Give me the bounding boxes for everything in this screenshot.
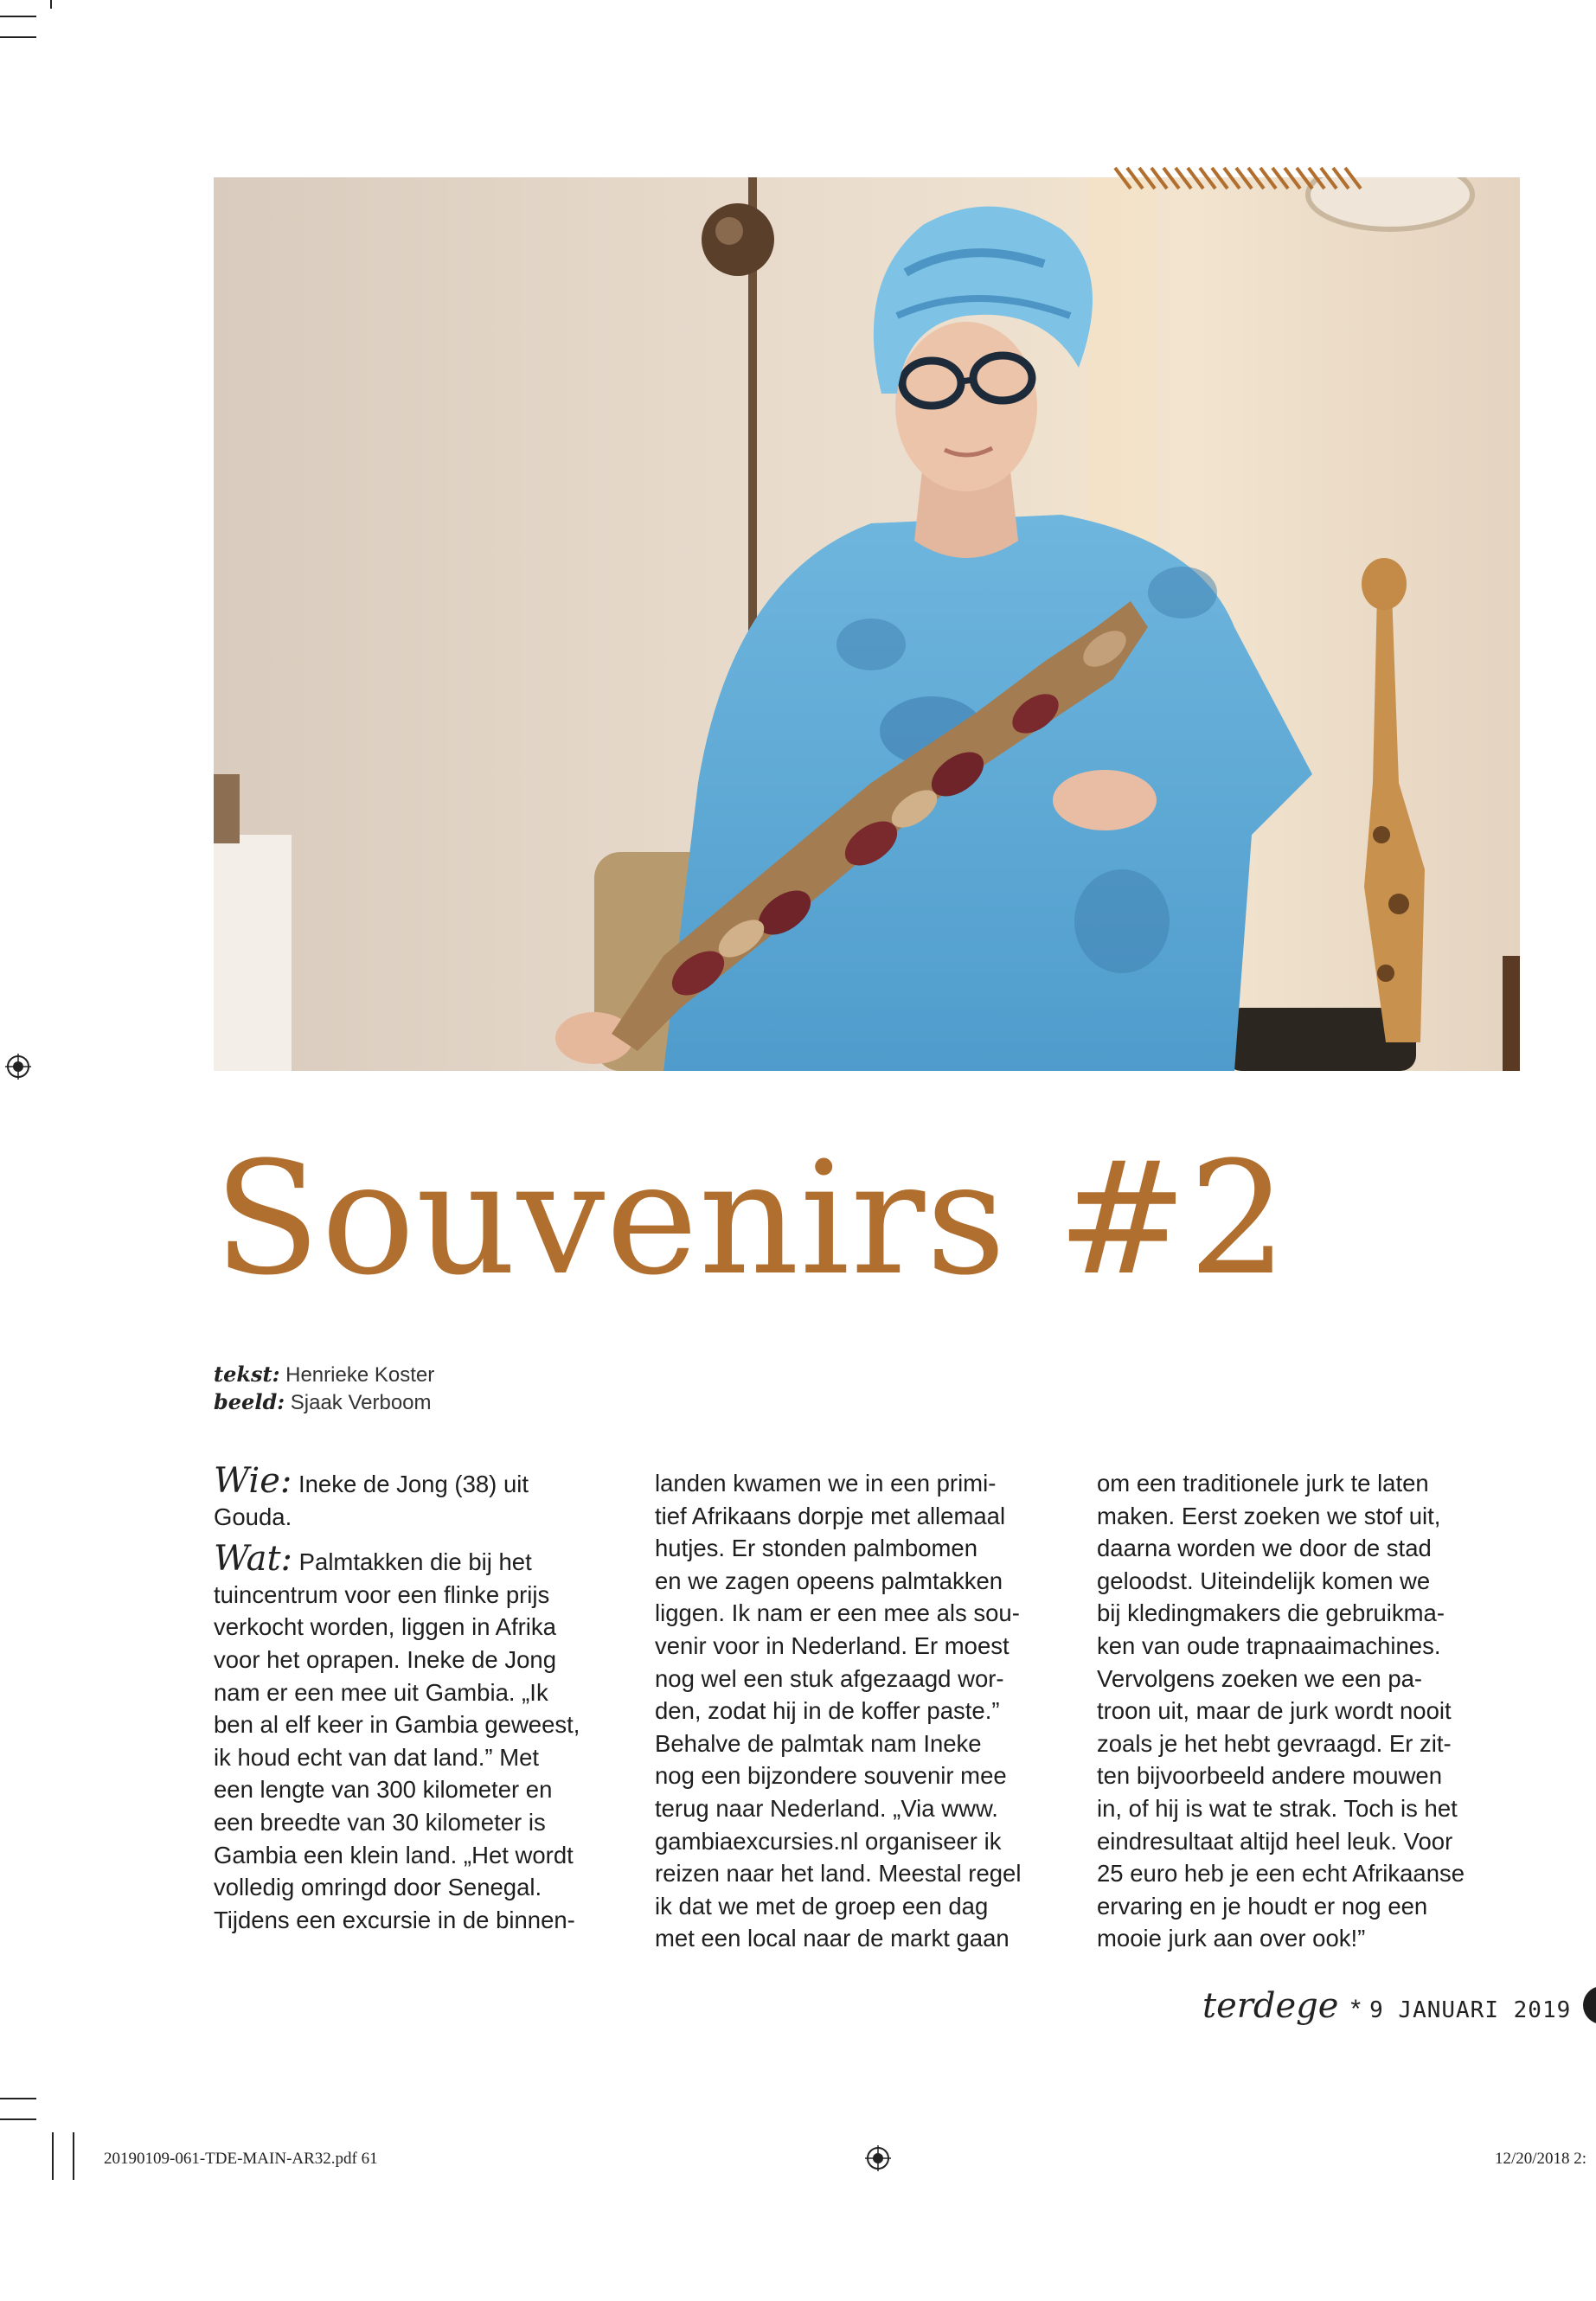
text-line: en we zagen opeens palmtakken: [655, 1567, 1003, 1594]
text-line: ervaring en je houdt er nog een: [1097, 1892, 1428, 1920]
text-line: gambiaexcursies.nl organiseer ik: [655, 1827, 1002, 1855]
text-line: eindresultaat altijd heel leuk. Voor: [1097, 1827, 1453, 1855]
text-line: tuincentrum voor een flinke prijs: [214, 1580, 550, 1608]
decorative-hatch-icon: [1112, 164, 1373, 192]
text-line: Gambia een klein land. „Het wordt: [214, 1841, 574, 1868]
page-number-tab: [1583, 1986, 1596, 2024]
paragraph-wat: [214, 1539, 619, 1580]
text-line: Vervolgens zoeken we een pa-: [1097, 1664, 1423, 1692]
text-line: voor het oprapen. Ineke de Jong: [214, 1645, 556, 1673]
text-line: Tijdens een excursie in de binnen-: [214, 1906, 575, 1933]
text-line: maken. Eerst zoeken we stof uit,: [1097, 1502, 1441, 1529]
text-line: geloodst. Uiteindelijk komen we: [1097, 1567, 1431, 1594]
crop-mark: [0, 2118, 36, 2120]
crop-mark: [0, 2098, 36, 2099]
credit-image-name: Sjaak Verboom: [290, 1391, 432, 1414]
crop-mark: [50, 0, 52, 9]
magazine-brand: terdege: [1202, 1986, 1339, 2026]
text-line: ten bijvoorbeeld andere mouwen: [1097, 1762, 1443, 1790]
text-line: ik houd echt van dat land.” Met: [214, 1743, 540, 1771]
text-line: landen kwamen we in een primi-: [655, 1470, 997, 1497]
portrait-photo: [214, 177, 1520, 1071]
crop-mark: [0, 36, 36, 38]
crop-mark: [73, 2132, 74, 2180]
text-line: daarna worden we door de stad: [1097, 1535, 1432, 1562]
text-line: zoals je het hebt gevraagd. Er zit-: [1097, 1729, 1452, 1757]
crop-mark: [0, 16, 36, 17]
credit-image-line: [214, 1388, 434, 1416]
credit-text-line: [214, 1361, 434, 1388]
text-line: liggen. Ik nam er een mee als sou-: [655, 1599, 1020, 1627]
body-column-3: [1097, 1467, 1502, 1955]
text-line: Ineke de Jong (38) uit: [292, 1471, 529, 1497]
text-line: bij kledingmakers die gebruikma-: [1097, 1599, 1445, 1627]
separator-star-icon: *: [1350, 1995, 1362, 2023]
registration-mark-icon: [5, 1054, 31, 1080]
body-column-1: [214, 1461, 619, 1936]
text-line: reizen naar het land. Meestal regel: [655, 1860, 1022, 1888]
text-line: den, zodat hij in de koffer paste.”: [655, 1697, 1000, 1725]
page-footer: [1202, 1986, 1571, 2029]
print-slug-file: 20190109-061-TDE-MAIN-AR32.pdf 61: [104, 2150, 378, 2168]
text-line: in, of hij is wat te strak. Toch is het: [1097, 1794, 1458, 1822]
text-line: nog een bijzondere souvenir mee: [655, 1762, 1007, 1790]
text-line: mooie jurk aan over ook!”: [1097, 1925, 1366, 1952]
text-line: verkocht worden, liggen in Afrika: [214, 1613, 556, 1641]
text-line: troon uit, maar de jurk wordt nooit: [1097, 1697, 1452, 1725]
body-column-2: [655, 1467, 1060, 1955]
credit-text-name: Henrieke Koster: [285, 1363, 435, 1387]
text-line: ben al elf keer in Gambia geweest,: [214, 1711, 580, 1739]
text-line: met een local naar de markt gaan: [655, 1925, 1010, 1952]
paragraph-wie: [214, 1461, 619, 1501]
text-line: Gouda.: [214, 1503, 292, 1530]
text-line: Behalve de palmtak nam Ineke: [655, 1729, 982, 1757]
article-title: Souvenirs #2: [214, 1129, 1289, 1310]
text-line: 25 euro heb je een echt Afrikaanse: [1097, 1860, 1465, 1888]
text-line: een lengte van 300 kilometer en: [214, 1776, 553, 1804]
lead-label-wie: Wie:: [214, 1461, 292, 1501]
text-line: om een traditionele jurk te laten: [1097, 1470, 1429, 1497]
text-line: Palmtakken die bij het: [292, 1548, 532, 1576]
article-credits: [214, 1361, 434, 1416]
text-line: tief Afrikaans dorpje met allemaal: [655, 1502, 1006, 1529]
credit-text-label: tekst:: [214, 1362, 280, 1387]
text-line: nog wel een stuk afgezaagd wor-: [655, 1664, 1004, 1692]
crop-mark: [52, 2132, 54, 2180]
text-line: een breedte van 30 kilometer is: [214, 1808, 546, 1836]
text-line: hutjes. Er stonden palmbomen: [655, 1535, 977, 1562]
text-line: nam er een mee uit Gambia. „Ik: [214, 1678, 548, 1706]
issue-date: 9 JANUARI 2019: [1369, 1997, 1572, 2023]
registration-mark-icon: [865, 2145, 891, 2171]
lead-label-wat: Wat:: [214, 1539, 293, 1580]
text-line: terug naar Nederland. „Via www.: [655, 1794, 998, 1822]
credit-image-label: beeld:: [214, 1389, 285, 1414]
text-line: volledig omringd door Senegal.: [214, 1874, 542, 1901]
text-line: venir voor in Nederland. Er moest: [655, 1631, 1010, 1659]
text-line: ik dat we met de groep een dag: [655, 1892, 989, 1920]
text-line: ken van oude trapnaaimachines.: [1097, 1631, 1441, 1659]
print-slug-stamp: 12/20/2018 2:: [1495, 2150, 1587, 2168]
